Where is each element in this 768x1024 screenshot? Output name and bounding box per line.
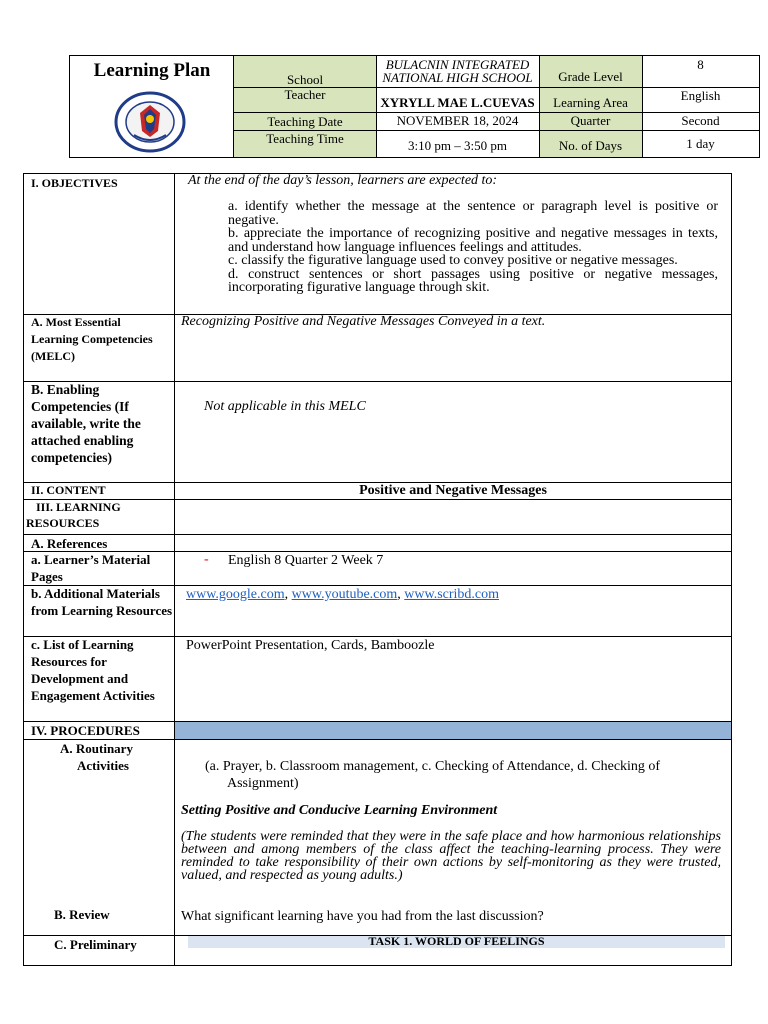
content-value: Positive and Negative Messages <box>359 483 547 498</box>
preliminary-label: C. Preliminary <box>54 937 137 952</box>
lesson-table <box>23 173 732 966</box>
link-scribd[interactable]: www.scribd.com <box>404 587 500 602</box>
days-value: 1 day <box>686 136 715 151</box>
task-label: TASK 1. WORLD OF FEELINGS <box>368 934 545 948</box>
learning-area-value: English <box>680 88 721 103</box>
setting-text: (The students were reminded that they were in the safe place and how harmonious relationships between and among members of the class affect the teaching-learning process. They were reminded to take responsibility of their own actions by self-monitoring as they were trusted, valued, and respected as young adults.) <box>181 829 721 883</box>
review-value: What significant learning have you had from the last discussion? <box>181 909 544 924</box>
melc-value: Recognizing Positive and Negative Messages Conveyed in a text. <box>181 314 546 329</box>
quarter-value: Second <box>681 113 720 128</box>
teaching-time-label: Teaching Time <box>266 131 344 146</box>
bullet-dash: - <box>204 552 209 567</box>
resource-list-label: c. List of Learning Resources for Development and Engagement Activities <box>31 637 155 703</box>
document-title: Learning Plan <box>93 60 211 81</box>
teaching-date-label: Teaching Date <box>267 114 343 129</box>
resources-label: III. LEARNING RESOURCES <box>26 500 121 530</box>
objective-item: b. appreciate the importance of recognizing positive and negative messages in texts, and understand how language influences feelings and attitudes. <box>228 226 718 255</box>
routinary-label: A. Routinary Activities <box>60 741 133 773</box>
enabling-label: B. Enabling Competencies (If available, write the attached enabling competencies) <box>31 382 141 465</box>
objective-item: c. classify the figurative language used to convey positive or negative messages. <box>228 253 678 268</box>
deped-seal-logo <box>114 91 186 158</box>
link-youtube[interactable]: www.youtube.com <box>291 587 398 602</box>
links-line: www.google.com, www.youtube.com, www.scribd.com <box>186 587 500 602</box>
days-label: No. of Days <box>558 138 623 153</box>
additional-materials-label: b. Additional Materials from Learning Resources <box>31 586 173 618</box>
school-value-line1: BULACNIN INTEGRATED <box>385 57 530 72</box>
procedures-header-bar <box>175 722 731 739</box>
content-label: II. CONTENT <box>31 483 106 497</box>
enabling-value: Not applicable in this MELC <box>204 399 366 414</box>
school-label: School <box>286 72 324 87</box>
school-value-line2: NATIONAL HIGH SCHOOL <box>382 70 533 85</box>
learner-material-label: a. Learner’s Material Pages <box>31 552 151 584</box>
procedures-label: IV. PROCEDURES <box>31 723 140 738</box>
learning-area-label: Learning Area <box>553 95 628 110</box>
teacher-label: Teacher <box>284 87 326 102</box>
setting-heading: Setting Positive and Conducive Learning Environment <box>181 803 498 818</box>
melc-label: A. Most Essential Learning Competencies (MELC) <box>31 315 153 363</box>
objectives-list <box>228 200 718 295</box>
references-label: A. References <box>31 536 108 551</box>
objectives-intro: At the end of the day’s lesson, learners are expected to: <box>188 173 498 188</box>
routinary-items: (a. Prayer, b. Classroom management, c. Checking of Attendance, d. Checking of Assignment) <box>205 759 661 791</box>
objective-item: d. construct sentences or short passages using positive or negative messages, incorporating figurative language through skit. <box>228 266 718 295</box>
objectives-label: I. OBJECTIVES <box>31 176 118 190</box>
resource-list-value: PowerPoint Presentation, Cards, Bamboozle <box>186 638 435 653</box>
quarter-label: Quarter <box>570 113 611 128</box>
learner-material-value: English 8 Quarter 2 Week 7 <box>228 553 384 568</box>
review-label: B. Review <box>54 907 110 922</box>
link-google[interactable]: www.google.com <box>186 587 285 602</box>
grade-level-value: 8 <box>697 57 704 72</box>
teaching-time-value: 3:10 pm – 3:50 pm <box>408 138 507 153</box>
teaching-date-value: NOVEMBER 18, 2024 <box>396 113 519 128</box>
objective-item: a. identify whether the message at the sentence or paragraph level is positive or negative. <box>228 199 718 228</box>
grade-level-label: Grade Level <box>558 69 623 84</box>
teacher-value: XYRYLL MAE L.CUEVAS <box>380 95 535 110</box>
header-table <box>69 55 760 158</box>
